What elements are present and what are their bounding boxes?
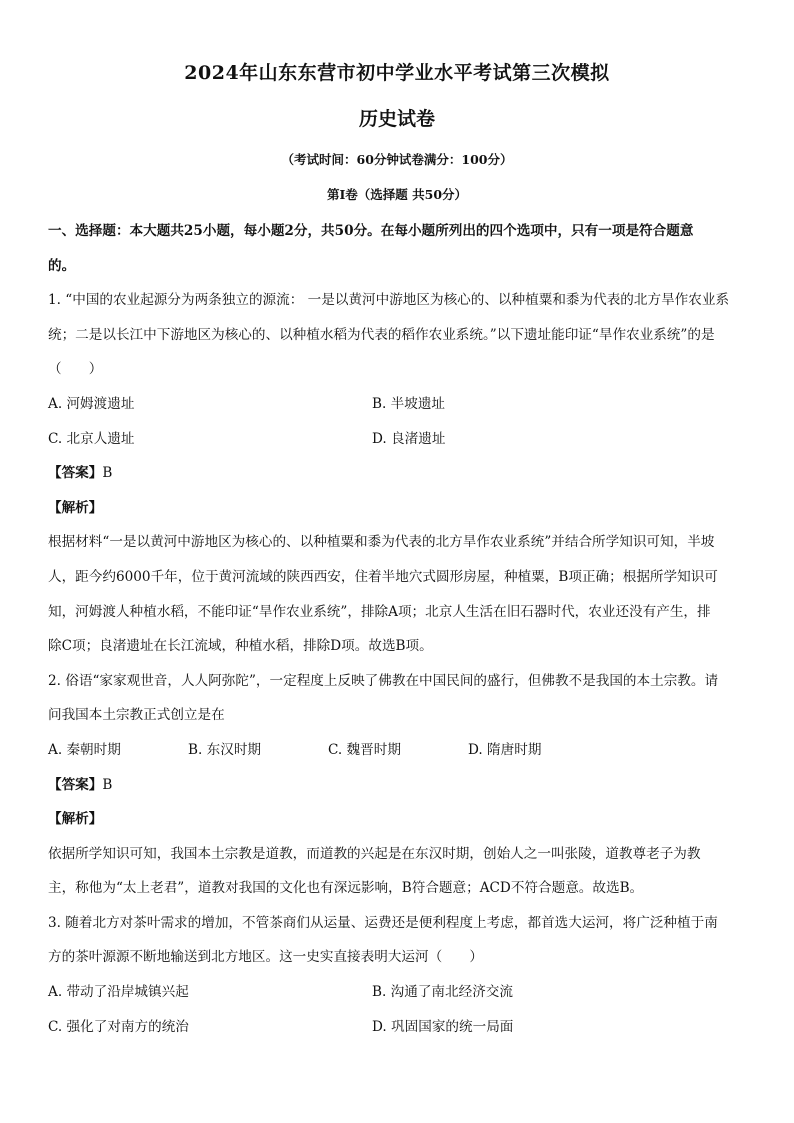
- option-b: B. 半坡遗址: [372, 395, 446, 412]
- question-3: [48, 906, 748, 1044]
- section-instruction: 一、选择题：本大题共25小题，每小题2分，共50分。在每小题所列出的四个选项中，只有一项是符合题意: [48, 223, 694, 239]
- options-row: [48, 387, 748, 422]
- question-stem: 方的茶叶源源不断地输送到北方地区。这一史实直接表明大运河（ ）: [48, 949, 483, 966]
- analysis-label: 【解析】: [48, 499, 103, 516]
- options-row: [48, 733, 748, 768]
- volume-heading: 第Ⅰ卷（选择题 共50分）: [326, 187, 468, 202]
- section-instruction-cont: 的。: [48, 257, 76, 274]
- option-d: D. 隋唐时期: [468, 741, 542, 758]
- option-a: A. 河姆渡遗址: [48, 395, 135, 412]
- analysis-text: 知，河姆渡人种植水稻，不能印证“旱作农业系统”，排除A项；北京人生活在旧石器时代，农业还没有产生，排: [48, 603, 711, 620]
- option-a: A. 秦朝时期: [48, 741, 121, 758]
- options-row: [48, 1010, 748, 1045]
- exam-content: [48, 214, 748, 1044]
- analysis-text: 人，距今约6000千年，位于黄河流域的陕西西安，住着半地穴式圆形房屋，种植粟，B项正确；根据所学知识可: [48, 568, 718, 585]
- question-2: [48, 664, 748, 906]
- question-stem: 问我国本土宗教正式创立是在: [48, 707, 225, 724]
- analysis-text: 除C项；良渚遗址在长江流域，种植水稻，排除D项。故选B项。: [48, 638, 433, 655]
- question-stem: 2. 俗语“家家观世音，人人阿弥陀”，一定程度上反映了佛教在中国民间的盛行，但佛教不是我国的本土宗教。请: [48, 672, 719, 689]
- question-stem: 1. “中国的农业起源分为两条独立的源流： 一是以黄河中游地区为核心的、以种植粟和黍为代表的北方旱作农业系: [48, 292, 730, 309]
- option-c: C. 强化了对南方的统治: [48, 1018, 189, 1035]
- question-stem: （ ）: [48, 361, 103, 378]
- options-row: [48, 975, 748, 1010]
- option-b: B. 沟通了南北经济交流: [372, 984, 513, 1001]
- options-row: [48, 422, 748, 457]
- exam-subject: 历史试卷: [358, 108, 435, 130]
- question-stem: 统；二是以长江中下游地区为核心的、以种植水稻为代表的稻作农业系统。”以下遗址能印证“旱作农业系统”的是: [48, 326, 715, 343]
- analysis-text: 依据所学知识可知，我国本土宗教是道教，而道教的兴起是在东汉时期，创始人之一叫张陵，道教尊老子为教: [48, 845, 701, 862]
- answer-line: 【答案】B: [48, 465, 113, 482]
- exam-title: 2024年山东东营市初中学业水平考试第三次模拟: [184, 62, 610, 84]
- option-c: C. 魏晋时期: [328, 741, 401, 758]
- option-a: A. 带动了沿岸城镇兴起: [48, 984, 189, 1001]
- question-1: [48, 283, 748, 664]
- analysis-text: 主，称他为“太上老君”，道教对我国的文化也有深远影响，B符合题意；ACD不符合题意。故选B。: [48, 880, 644, 897]
- option-d: D. 良渚遗址: [372, 430, 446, 447]
- option-d: D. 巩固国家的统一局面: [372, 1018, 514, 1035]
- exam-meta: （考试时间：60分钟试卷满分：100分）: [281, 152, 513, 167]
- analysis-text: 根据材料“一是以黄河中游地区为核心的、以种植粟和黍为代表的北方旱作农业系统”并结合所学知识可知，半坡: [48, 534, 715, 551]
- question-stem: 3. 随着北方对茶叶需求的增加，不管茶商们从运量、运费还是便利程度上考虑，都首选大运河，将广泛种植于南: [48, 914, 718, 931]
- analysis-label: 【解析】: [48, 811, 103, 828]
- answer-line: 【答案】B: [48, 776, 113, 793]
- option-c: C. 北京人遗址: [48, 430, 135, 447]
- option-b: B. 东汉时期: [188, 741, 262, 758]
